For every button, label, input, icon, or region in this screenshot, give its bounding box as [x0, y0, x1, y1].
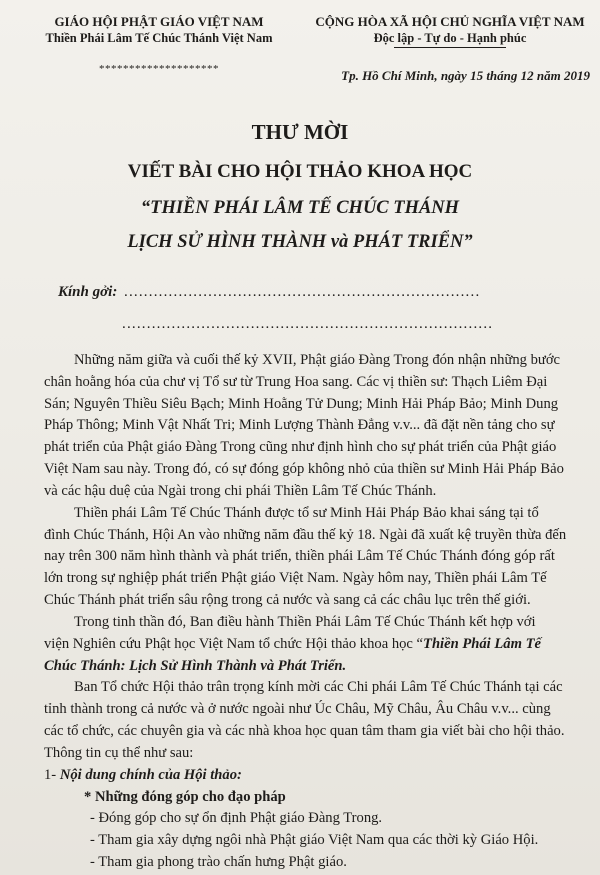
bullet-item: - Tham gia xây dựng ngôi nhà Phật giáo Việt Nam qua các thời kỳ Giáo Hội.	[90, 832, 539, 848]
organization-header	[14, 14, 304, 76]
body-line: Việt Nam sau này. Trong đó, có sự đóng góp không nhỏ của thiền sư Minh Hải Pháp Bảo	[44, 461, 564, 477]
document-title: THƯ MỜI	[251, 120, 349, 144]
section-title: Nội dung chính của Hội thảo:	[59, 767, 242, 783]
body-line: phát triển của Phật giáo Đàng Trong cũng như định hình cho sự phát triển của Phật giáo	[44, 439, 557, 455]
body-line: đình Chúc Thánh, Hội An vào những năm đầu thế kỷ 18. Ngài đã xuất kệ truyền thừa đến	[44, 527, 567, 543]
body-line: tỉnh thành trong cả nước và ở nước ngoài như Úc Châu, Mỹ Châu, Âu Châu v.v... cùng	[44, 701, 551, 717]
section-number: 1-	[44, 767, 60, 783]
org-stars-divider: ********************	[99, 63, 219, 75]
recipient-blank-line2: ...........................................................................	[122, 316, 494, 332]
section-heading	[44, 765, 242, 785]
event-name-line1: “THIỀN PHÁI LÂM TẾ CHÚC THÁNH	[140, 198, 460, 218]
body-line: Thiền phái Lâm Tế Chúc Thánh được tổ sư Minh Hải Pháp Bảo khai sáng tại tổ	[74, 505, 539, 521]
motto-underline	[394, 47, 506, 48]
date-line: Tp. Hồ Chí Minh, ngày 15 tháng 12 năm 2019	[341, 68, 590, 83]
sub-heading: * Những đóng góp cho đạo pháp	[84, 789, 286, 805]
org-subname: Thiền Phái Lâm Tế Chúc Thánh Việt Nam	[45, 31, 273, 45]
org-name: GIÁO HỘI PHẬT GIÁO VIỆT NAM	[54, 14, 264, 29]
body-line: Trong tinh thần đó, Ban điều hành Thiền Phái Lâm Tế Chúc Thánh kết hợp với	[74, 614, 536, 630]
event-name-inline: Thiền Phái Lâm Tế	[423, 636, 541, 652]
body-line: lớn trong sự nghiệp phát triển Phật giáo Việt Nam. Ngày hôm nay, Thiền phái Lâm Tế	[44, 570, 547, 586]
document-subtitle: VIẾT BÀI CHO HỘI THẢO KHOA HỌC	[127, 161, 473, 182]
body-line: Pháp Thông; Minh Vật Nhất Tri; Minh Lượng Thành Đẳng v.v... đã đặt nền tảng cho sự	[44, 417, 555, 433]
body-line: Chúc Thánh phát triển sâu rộng trong cả nước và sang cả các châu lục trên thế giới.	[44, 592, 531, 608]
national-motto: Độc lập - Tự do - Hạnh phúc	[373, 31, 527, 45]
body-line: Ban Tổ chức Hội thảo trân trọng kính mời các Chi phái Lâm Tế Chúc Thánh tại các	[74, 679, 563, 695]
bullet-item: - Đóng góp cho sự ổn định Phật giáo Đàng Trong.	[90, 810, 383, 826]
salutation-label: Kính gởi:	[58, 284, 118, 300]
body-line: nay trên 300 năm hình thành và phát triển, thiền phái Lâm Tế Chúc Thánh đóng góp rất	[44, 548, 555, 564]
country-name: CỘNG HÒA XÃ HỘI CHỦ NGHĨA VIỆT NAM	[315, 14, 585, 29]
body-line: và các hậu duệ của Ngài trong chi phái Thiền Lâm Tế Chúc Thánh.	[44, 483, 437, 499]
bullet-item: - Tham gia phong trào chấn hưng Phật giáo.	[90, 854, 347, 870]
event-name-line2: LỊCH SỬ HÌNH THÀNH và PHÁT TRIỂN”	[127, 232, 473, 252]
national-header	[310, 14, 590, 48]
body-line: các tổ chức, các chuyên gia và các nhà khoa học quan tâm tham gia viết bài cho hội thảo.	[44, 723, 565, 739]
body-line: Thông tin cụ thể như sau:	[44, 745, 194, 761]
recipient-blank-line1: ........................................................................	[124, 284, 481, 300]
body-line: chân hoằng hóa của chư vị Tổ sư từ Trung Hoa sang. Các vị thiền sư: Thạch Liêm Đại	[44, 374, 548, 390]
event-name-inline-cont: Chúc Thánh: Lịch Sử Hình Thành và Phát Triển.	[44, 658, 347, 674]
body-line	[44, 634, 541, 654]
body-text: viện Nghiên cứu Phật học Việt Nam tổ chức Hội thảo khoa học “	[44, 636, 424, 652]
body-line: Những năm giữa và cuối thế kỷ XVII, Phật giáo Đàng Trong đón nhận những bước	[74, 352, 561, 368]
body-line: Sán; Nguyên Thiều Siêu Bạch; Minh Hoằng Tử Dung; Minh Hải Pháp Bảo; Minh Dung	[44, 396, 559, 412]
